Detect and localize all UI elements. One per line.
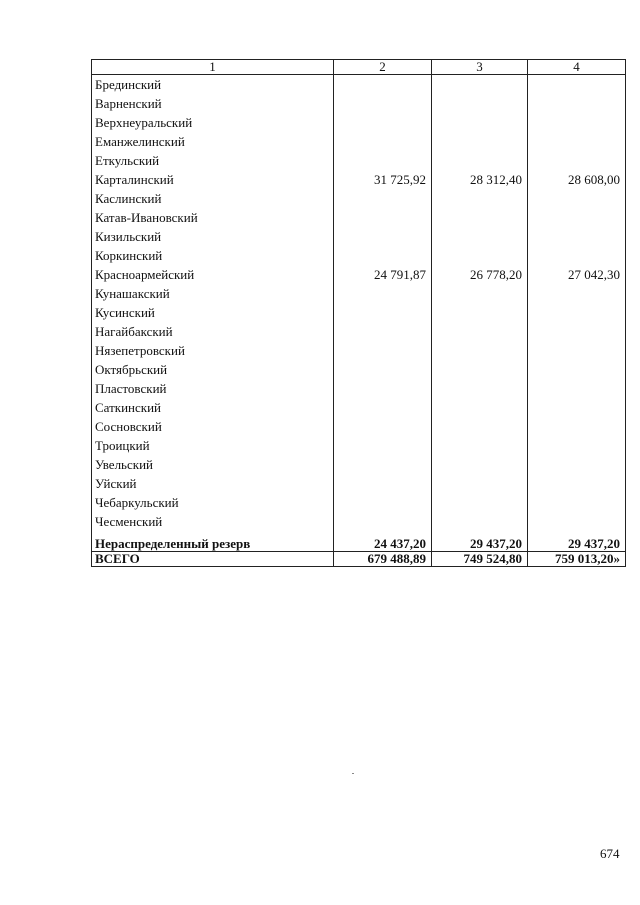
value-col3-cell — [432, 322, 528, 341]
value-col2-cell — [334, 303, 432, 322]
district-name-cell: Уйский — [92, 474, 334, 493]
district-name-cell: Катав-Ивановский — [92, 208, 334, 227]
value-col3-cell — [432, 455, 528, 474]
district-name-cell: Карталинский — [92, 170, 334, 189]
table-row — [92, 284, 626, 303]
table-row — [92, 436, 626, 455]
district-name-cell: Каслинский — [92, 189, 334, 208]
value-col3-cell — [432, 417, 528, 436]
table-row — [92, 75, 626, 95]
value-col4-cell — [528, 246, 626, 265]
value-col4-cell — [528, 417, 626, 436]
value-col4-cell — [528, 436, 626, 455]
district-name-cell: Саткинский — [92, 398, 334, 417]
value-col4-cell: 28 608,00 — [528, 170, 626, 189]
value-col3-cell — [432, 493, 528, 512]
value-col3-cell — [432, 208, 528, 227]
district-name-cell: Кунашакский — [92, 284, 334, 303]
value-col2-cell: 679 488,89 — [334, 552, 432, 567]
district-name-cell: Нераспределенный резерв — [92, 531, 334, 552]
value-col4-cell — [528, 322, 626, 341]
column-header-3: 3 — [432, 60, 528, 75]
table-row — [92, 246, 626, 265]
value-col2-cell — [334, 75, 432, 95]
value-col3-cell — [432, 151, 528, 170]
value-col2-cell — [334, 436, 432, 455]
table-row — [92, 379, 626, 398]
value-col2-cell: 24 437,20 — [334, 531, 432, 552]
district-name-cell: Троицкий — [92, 436, 334, 455]
value-col3-cell — [432, 227, 528, 246]
value-col4-cell — [528, 284, 626, 303]
value-col3-cell: 28 312,40 — [432, 170, 528, 189]
district-name-cell: Варненский — [92, 94, 334, 113]
scan-speck — [352, 773, 354, 774]
value-col3-cell — [432, 398, 528, 417]
value-col2-cell: 24 791,87 — [334, 265, 432, 284]
value-col4-cell — [528, 303, 626, 322]
value-col2-cell — [334, 246, 432, 265]
reserve-row — [92, 531, 626, 552]
value-col3-cell — [432, 132, 528, 151]
value-col2-cell — [334, 151, 432, 170]
table-row — [92, 360, 626, 379]
district-name-cell: Верхнеуральский — [92, 113, 334, 132]
value-col3-cell — [432, 113, 528, 132]
table-row — [92, 132, 626, 151]
value-col4-cell — [528, 379, 626, 398]
value-col2-cell — [334, 474, 432, 493]
value-col2-cell — [334, 189, 432, 208]
value-col2-cell — [334, 227, 432, 246]
district-name-cell: Пластовский — [92, 379, 334, 398]
value-col3-cell — [432, 512, 528, 531]
district-name-cell: Октябрьский — [92, 360, 334, 379]
header-row — [92, 60, 626, 75]
district-name-cell: Красноармейский — [92, 265, 334, 284]
value-col4-cell — [528, 113, 626, 132]
table-row — [92, 151, 626, 170]
value-col2-cell — [334, 417, 432, 436]
value-col2-cell — [334, 455, 432, 474]
value-col4-cell — [528, 132, 626, 151]
district-name-cell: Брединский — [92, 75, 334, 95]
district-name-cell: ВСЕГО — [92, 552, 334, 567]
value-col3-cell — [432, 94, 528, 113]
value-col4-cell: 27 042,30 — [528, 265, 626, 284]
value-col3-cell: 29 437,20 — [432, 531, 528, 552]
table-row — [92, 303, 626, 322]
value-col2-cell — [334, 398, 432, 417]
value-col2-cell — [334, 284, 432, 303]
value-col4-cell — [528, 474, 626, 493]
table-row — [92, 455, 626, 474]
table-row — [92, 512, 626, 531]
budget-table — [91, 59, 626, 567]
district-name-cell: Кизильский — [92, 227, 334, 246]
value-col3-cell — [432, 246, 528, 265]
value-col3-cell — [432, 341, 528, 360]
value-col3-cell — [432, 284, 528, 303]
value-col4-cell — [528, 398, 626, 417]
value-col3-cell — [432, 436, 528, 455]
value-col4-cell — [528, 151, 626, 170]
value-col4-cell — [528, 208, 626, 227]
district-name-cell: Сосновский — [92, 417, 334, 436]
value-col3-cell — [432, 379, 528, 398]
value-col2-cell — [334, 512, 432, 531]
value-col4-cell — [528, 455, 626, 474]
value-col2-cell — [334, 341, 432, 360]
table-row — [92, 189, 626, 208]
value-col2-cell — [334, 208, 432, 227]
value-col4-cell — [528, 94, 626, 113]
value-col4-cell — [528, 341, 626, 360]
table-row — [92, 113, 626, 132]
value-col2-cell — [334, 113, 432, 132]
value-col4-cell — [528, 493, 626, 512]
value-col2-cell — [334, 94, 432, 113]
total-row — [92, 552, 626, 567]
district-name-cell: Чебаркульский — [92, 493, 334, 512]
table-row — [92, 94, 626, 113]
district-name-cell: Еткульский — [92, 151, 334, 170]
value-col2-cell — [334, 322, 432, 341]
district-name-cell: Коркинский — [92, 246, 334, 265]
district-name-cell: Нагайбакский — [92, 322, 334, 341]
table-row — [92, 265, 626, 284]
table-row — [92, 493, 626, 512]
value-col4-cell: 759 013,20» — [528, 552, 626, 567]
district-name-cell: Еманжелинский — [92, 132, 334, 151]
value-col2-cell — [334, 379, 432, 398]
district-name-cell: Чесменский — [92, 512, 334, 531]
page-number: 674 — [600, 846, 620, 861]
value-col3-cell — [432, 474, 528, 493]
column-header-2: 2 — [334, 60, 432, 75]
table-body — [92, 75, 626, 567]
value-col2-cell — [334, 360, 432, 379]
value-col3-cell — [432, 303, 528, 322]
value-col4-cell — [528, 360, 626, 379]
district-name-cell: Увельский — [92, 455, 334, 474]
value-col2-cell — [334, 132, 432, 151]
value-col3-cell — [432, 75, 528, 95]
value-col3-cell: 26 778,20 — [432, 265, 528, 284]
table-row — [92, 417, 626, 436]
table-row — [92, 322, 626, 341]
table-row — [92, 474, 626, 493]
table-row — [92, 208, 626, 227]
table-row — [92, 398, 626, 417]
district-name-cell: Нязепетровский — [92, 341, 334, 360]
value-col2-cell: 31 725,92 — [334, 170, 432, 189]
table-row — [92, 341, 626, 360]
value-col3-cell: 749 524,80 — [432, 552, 528, 567]
value-col4-cell: 29 437,20 — [528, 531, 626, 552]
table-row — [92, 170, 626, 189]
value-col4-cell — [528, 227, 626, 246]
district-name-cell: Кусинский — [92, 303, 334, 322]
value-col4-cell — [528, 75, 626, 95]
value-col4-cell — [528, 189, 626, 208]
value-col3-cell — [432, 189, 528, 208]
value-col2-cell — [334, 493, 432, 512]
table-row — [92, 227, 626, 246]
column-header-4: 4 — [528, 60, 626, 75]
value-col4-cell — [528, 512, 626, 531]
column-header-1: 1 — [92, 60, 334, 75]
value-col3-cell — [432, 360, 528, 379]
